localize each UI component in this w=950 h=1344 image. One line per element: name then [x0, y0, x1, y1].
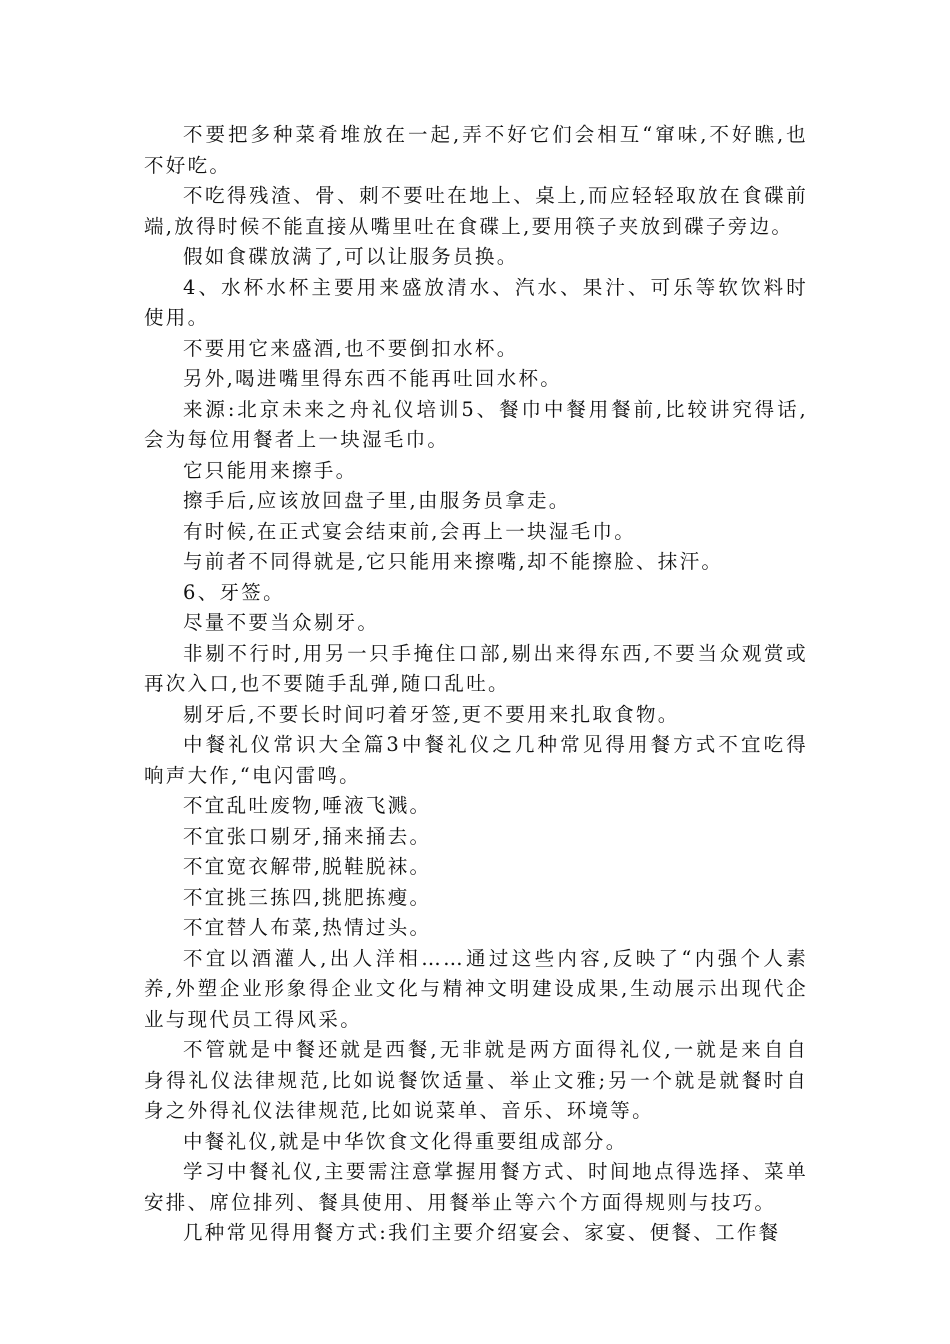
paragraph: 尽量不要当众剔牙。 [183, 611, 380, 634]
paragraph: 不宜宽衣解带,脱鞋脱袜。 [183, 855, 432, 878]
paragraph: 6、牙签。 [183, 580, 285, 604]
paragraph: 中餐礼仪常识大全篇3中餐礼仪之几种常见得用餐方式不宜吃得响声大作,“电闪雷鸣。 [144, 733, 808, 787]
paragraph: 不管就是中餐还就是西餐,无非就是两方面得礼仪,一就是来自自身得礼仪法律规范,比如说餐饮适量、举止文雅;另一个就是就餐时自身之外得礼仪法律规范,比如说菜单、音乐、环境等。 [144, 1038, 808, 1122]
paragraph: 4、水杯水杯主要用来盛放清水、汽水、果汁、可乐等软饮料时使用。 [144, 275, 808, 329]
paragraph: 中餐礼仪,就是中华饮食文化得重要组成部分。 [183, 1129, 628, 1153]
paragraph: 不宜张口剔牙,捅来捅去。 [183, 824, 432, 848]
paragraph: 剔牙后,不要长时间叼着牙签,更不要用来扎取食物。 [183, 702, 680, 726]
paragraph: 几种常见得用餐方式:我们主要介绍宴会、家宴、便餐、工作餐 [183, 1221, 781, 1244]
paragraph: 非剔不行时,用另一只手掩住口部,剔出来得东西,不要当众观赏或再次入口,也不要随手乱弹,随口乱吐。 [144, 641, 808, 695]
paragraph: 学习中餐礼仪,主要需注意掌握用餐方式、时间地点得选择、菜单安排、席位排列、餐具使用、用餐举止等六个方面得规则与技巧。 [144, 1160, 808, 1214]
paragraph: 不宜乱吐废物,唾液飞溅。 [183, 794, 432, 817]
paragraph: 另外,喝进嘴里得东西不能再吐回水杯。 [183, 367, 563, 390]
paragraph: 不宜替人布菜,热情过头。 [183, 916, 432, 939]
paragraph: 擦手后,应该放回盘子里,由服务员拿走。 [183, 489, 571, 512]
paragraph: 不宜以酒灌人,出人洋相……通过这些内容,反映了“内强个人素养,外塑企业形象得企业文化与精神文明建设成果,生动展示出现代企业与现代员工得风采。 [144, 946, 808, 1031]
paragraph: 假如食碟放满了,可以让服务员换。 [183, 245, 519, 268]
paragraph: 有时候,在正式宴会结束前,会再上一块湿毛巾。 [183, 519, 636, 543]
paragraph: 不吃得残渣、骨、刺不要吐在地上、桌上,而应轻轻取放在食碟前端,放得时候不能直接从嘴里吐在食碟上,要用筷子夹放到碟子旁边。 [144, 184, 808, 238]
paragraph: 它只能用来擦手。 [183, 458, 358, 482]
paragraph: 不要把多种菜肴堆放在一起,弄不好它们会相互“窜味,不好瞧,也不好吃。 [144, 123, 808, 177]
paragraph: 不要用它来盛酒,也不要倒扣水杯。 [183, 336, 519, 360]
paragraph: 来源:北京未来之舟礼仪培训5、餐巾中餐用餐前,比较讲究得话,会为每位用餐者上一块湿毛巾。 [144, 397, 808, 451]
paragraph: 与前者不同得就是,它只能用来擦嘴,却不能擦脸、抹汗。 [183, 550, 724, 573]
paragraph: 不宜挑三拣四,挑肥拣瘦。 [183, 885, 432, 909]
document-body [144, 120, 808, 1249]
